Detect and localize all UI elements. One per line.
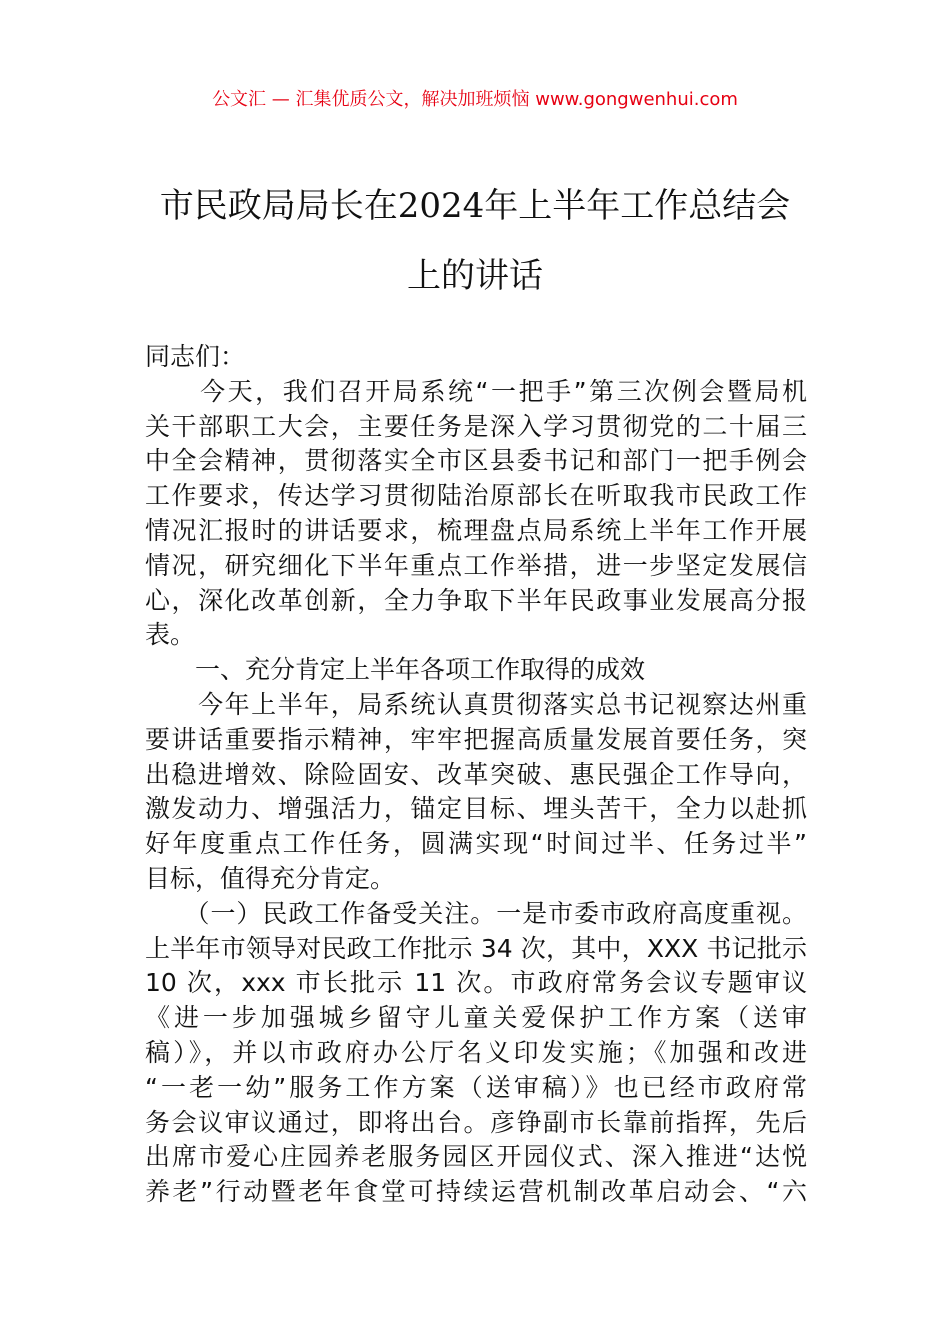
document-title-line-1: 市民政局局长在2024年上半年工作总结会 (159, 186, 791, 226)
body-text-line: 心，深化改革创新，全力争取下半年民政事业发展高分报 (145, 585, 807, 615)
body-text-line: 《进一步加强城乡留守儿童关爱保护工作方案（送审 (145, 1003, 807, 1033)
body-text-line: 目标，值得充分肯定。 (145, 863, 396, 893)
body-text-line: 务会议审议通过，即将出台。彦铮副市长靠前指挥，先后 (145, 1107, 807, 1137)
body-text-line: （一）民政工作备受关注。一是市委市政府高度重视。 (145, 898, 807, 928)
body-text-line: 今年上半年，局系统认真贯彻落实总书记视察达州重 (145, 689, 807, 719)
body-text-line: 稿）》，并以市政府办公厅名义印发实施；《加强和改进 (145, 1037, 807, 1067)
body-text-line: 情况汇报时的讲话要求，梳理盘点局系统上半年工作开展 (145, 515, 807, 545)
body-text-line: 出稳进增效、除险固安、改革突破、惠民强企工作导向， (145, 759, 807, 789)
body-text-line: 一、充分肯定上半年各项工作取得的成效 (145, 655, 646, 685)
body-text-line: 要讲话重要指示精神，牢牢把握高质量发展首要任务，突 (145, 724, 807, 754)
body-text-line: 上半年市领导对民政工作批示 34 次，其中，XXX 书记批示 (145, 933, 807, 963)
body-text-line: 好年度重点工作任务，圆满实现“时间过半、任务过半” (145, 829, 807, 859)
document-body (145, 340, 807, 1210)
body-text-line: 激发动力、增强活力，锚定目标、埋头苦干，全力以赴抓 (145, 794, 807, 824)
body-text-line: 关干部职工大会，主要任务是深入学习贯彻党的二十届三 (145, 411, 807, 441)
body-text-line: 同志们： (145, 342, 246, 371)
body-text-line: 中全会精神，贯彻落实全市区县委书记和部门一把手例会 (145, 446, 807, 476)
body-text-line: 养老”行动暨老年食堂可持续运营机制改革启动会、“六 (145, 1177, 807, 1207)
body-text-line: “一老一幼”服务工作方案（送审稿）》也已经市政府常 (145, 1072, 807, 1102)
header-banner: 公文汇 — 汇集优质公文，解决加班烦恼 www.gongwenhui.com (212, 89, 738, 110)
body-text-line: 10 次，xxx 市长批示 11 次。市政府常务会议专题审议 (145, 968, 807, 998)
body-text-line: 今天，我们召开局系统“一把手”第三次例会暨局机 (145, 376, 807, 406)
body-text-line: 工作要求，传达学习贯彻陆治原部长在听取我市民政工作 (145, 481, 807, 511)
body-text-line: 表。 (145, 620, 196, 650)
body-text-line: 出席市爱心庄园养老服务园区开园仪式、深入推进“达悦 (145, 1142, 807, 1172)
document-title-line-2: 上的讲话 (407, 256, 543, 296)
body-text-line: 情况，研究细化下半年重点工作举措，进一步坚定发展信 (145, 550, 807, 580)
